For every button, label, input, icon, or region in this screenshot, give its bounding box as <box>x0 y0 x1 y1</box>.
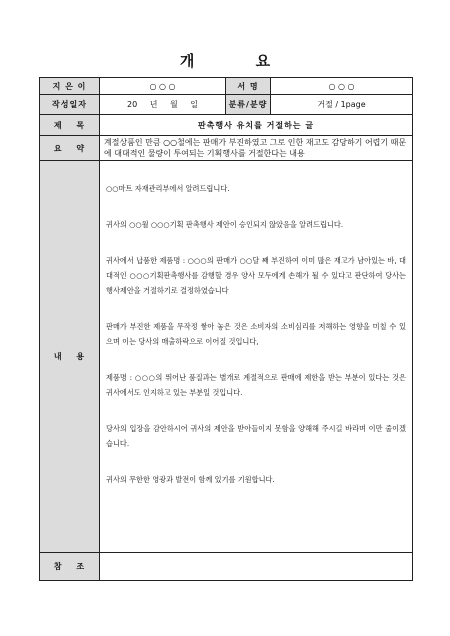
subject-row <box>40 115 413 136</box>
overview-form <box>39 77 413 581</box>
content-paragraph: ○○마트 자재관리부에서 알려드립니다. <box>106 184 230 193</box>
subject-value: 판촉행사 유치를 거절하는 글 <box>100 115 413 136</box>
category-value: 거절 / 1page <box>271 95 413 115</box>
date-row <box>40 95 413 115</box>
summary-row <box>40 136 413 161</box>
content-body <box>100 161 413 553</box>
date-value: 20 년 월 일 <box>100 95 226 115</box>
content-paragraph: 당사의 입장을 감안하시어 귀사의 제안을 받아들이지 못함을 양해해 주시길 바라며 이만 줄이겠습니다. <box>106 424 406 448</box>
author-row <box>40 78 413 95</box>
content-paragraph: 제품명 : ○○○의 뛰어난 품질과는 별개로 계절적으로 판매에 제한을 받는 부분이 있다는 것은 귀사에서도 인지하고 있는 부분일 것입니다. <box>106 373 406 397</box>
document-title: 개 요 <box>179 52 299 70</box>
subject-label: 제 목 <box>40 115 100 136</box>
reference-label: 참 조 <box>40 553 100 581</box>
content-paragraph: 귀사에서 납품한 제품명 : ○○○의 판매가 ○○달 째 부진하여 이미 많은 재고가 남아있는 바, 대대적인 ○○○기획판촉행사를 감행할 경우 양사 모두에게 손해가 될 수 있다고 판단하여 당사는 행사제안을 거절하기로 결정하였습니다 <box>106 256 406 295</box>
signature-label: 서 명 <box>226 78 271 95</box>
content-paragraph: 판매가 부진한 제품을 무작정 쌓아 놓은 것은 소비자의 소비심리를 저해하는 영향을 미칠 수 있으며 이는 당사의 매출하락으로 이어질 것입니다, <box>106 322 406 346</box>
date-label: 작성일자 <box>40 95 100 115</box>
reference-value <box>100 553 413 581</box>
author-value: ○ ○ ○ <box>100 78 226 95</box>
summary-text: 계절상품인 만큼 ○○철에는 판매가 부진하였고 그로 인한 재고도 감당하기 어렵기 때문에 대대적인 물량이 투여되는 기획행사를 거절한다는 내용 <box>100 136 413 161</box>
reference-row <box>40 553 413 581</box>
signature-value: ○ ○ ○ <box>271 78 413 95</box>
content-row <box>40 161 413 553</box>
category-label: 분류/분량 <box>226 95 271 115</box>
summary-label: 요 약 <box>40 136 100 161</box>
content-paragraph: 귀사의 무한한 영광과 발전이 함께 있기를 기원합니다. <box>106 475 275 484</box>
content-label: 내 용 <box>40 161 100 553</box>
author-label: 지 은 이 <box>40 78 100 95</box>
content-paragraph: 귀사의 ○○월 ○○○기획 판촉행사 제안이 승인되지 않았음을 알려드립니다. <box>106 220 344 229</box>
